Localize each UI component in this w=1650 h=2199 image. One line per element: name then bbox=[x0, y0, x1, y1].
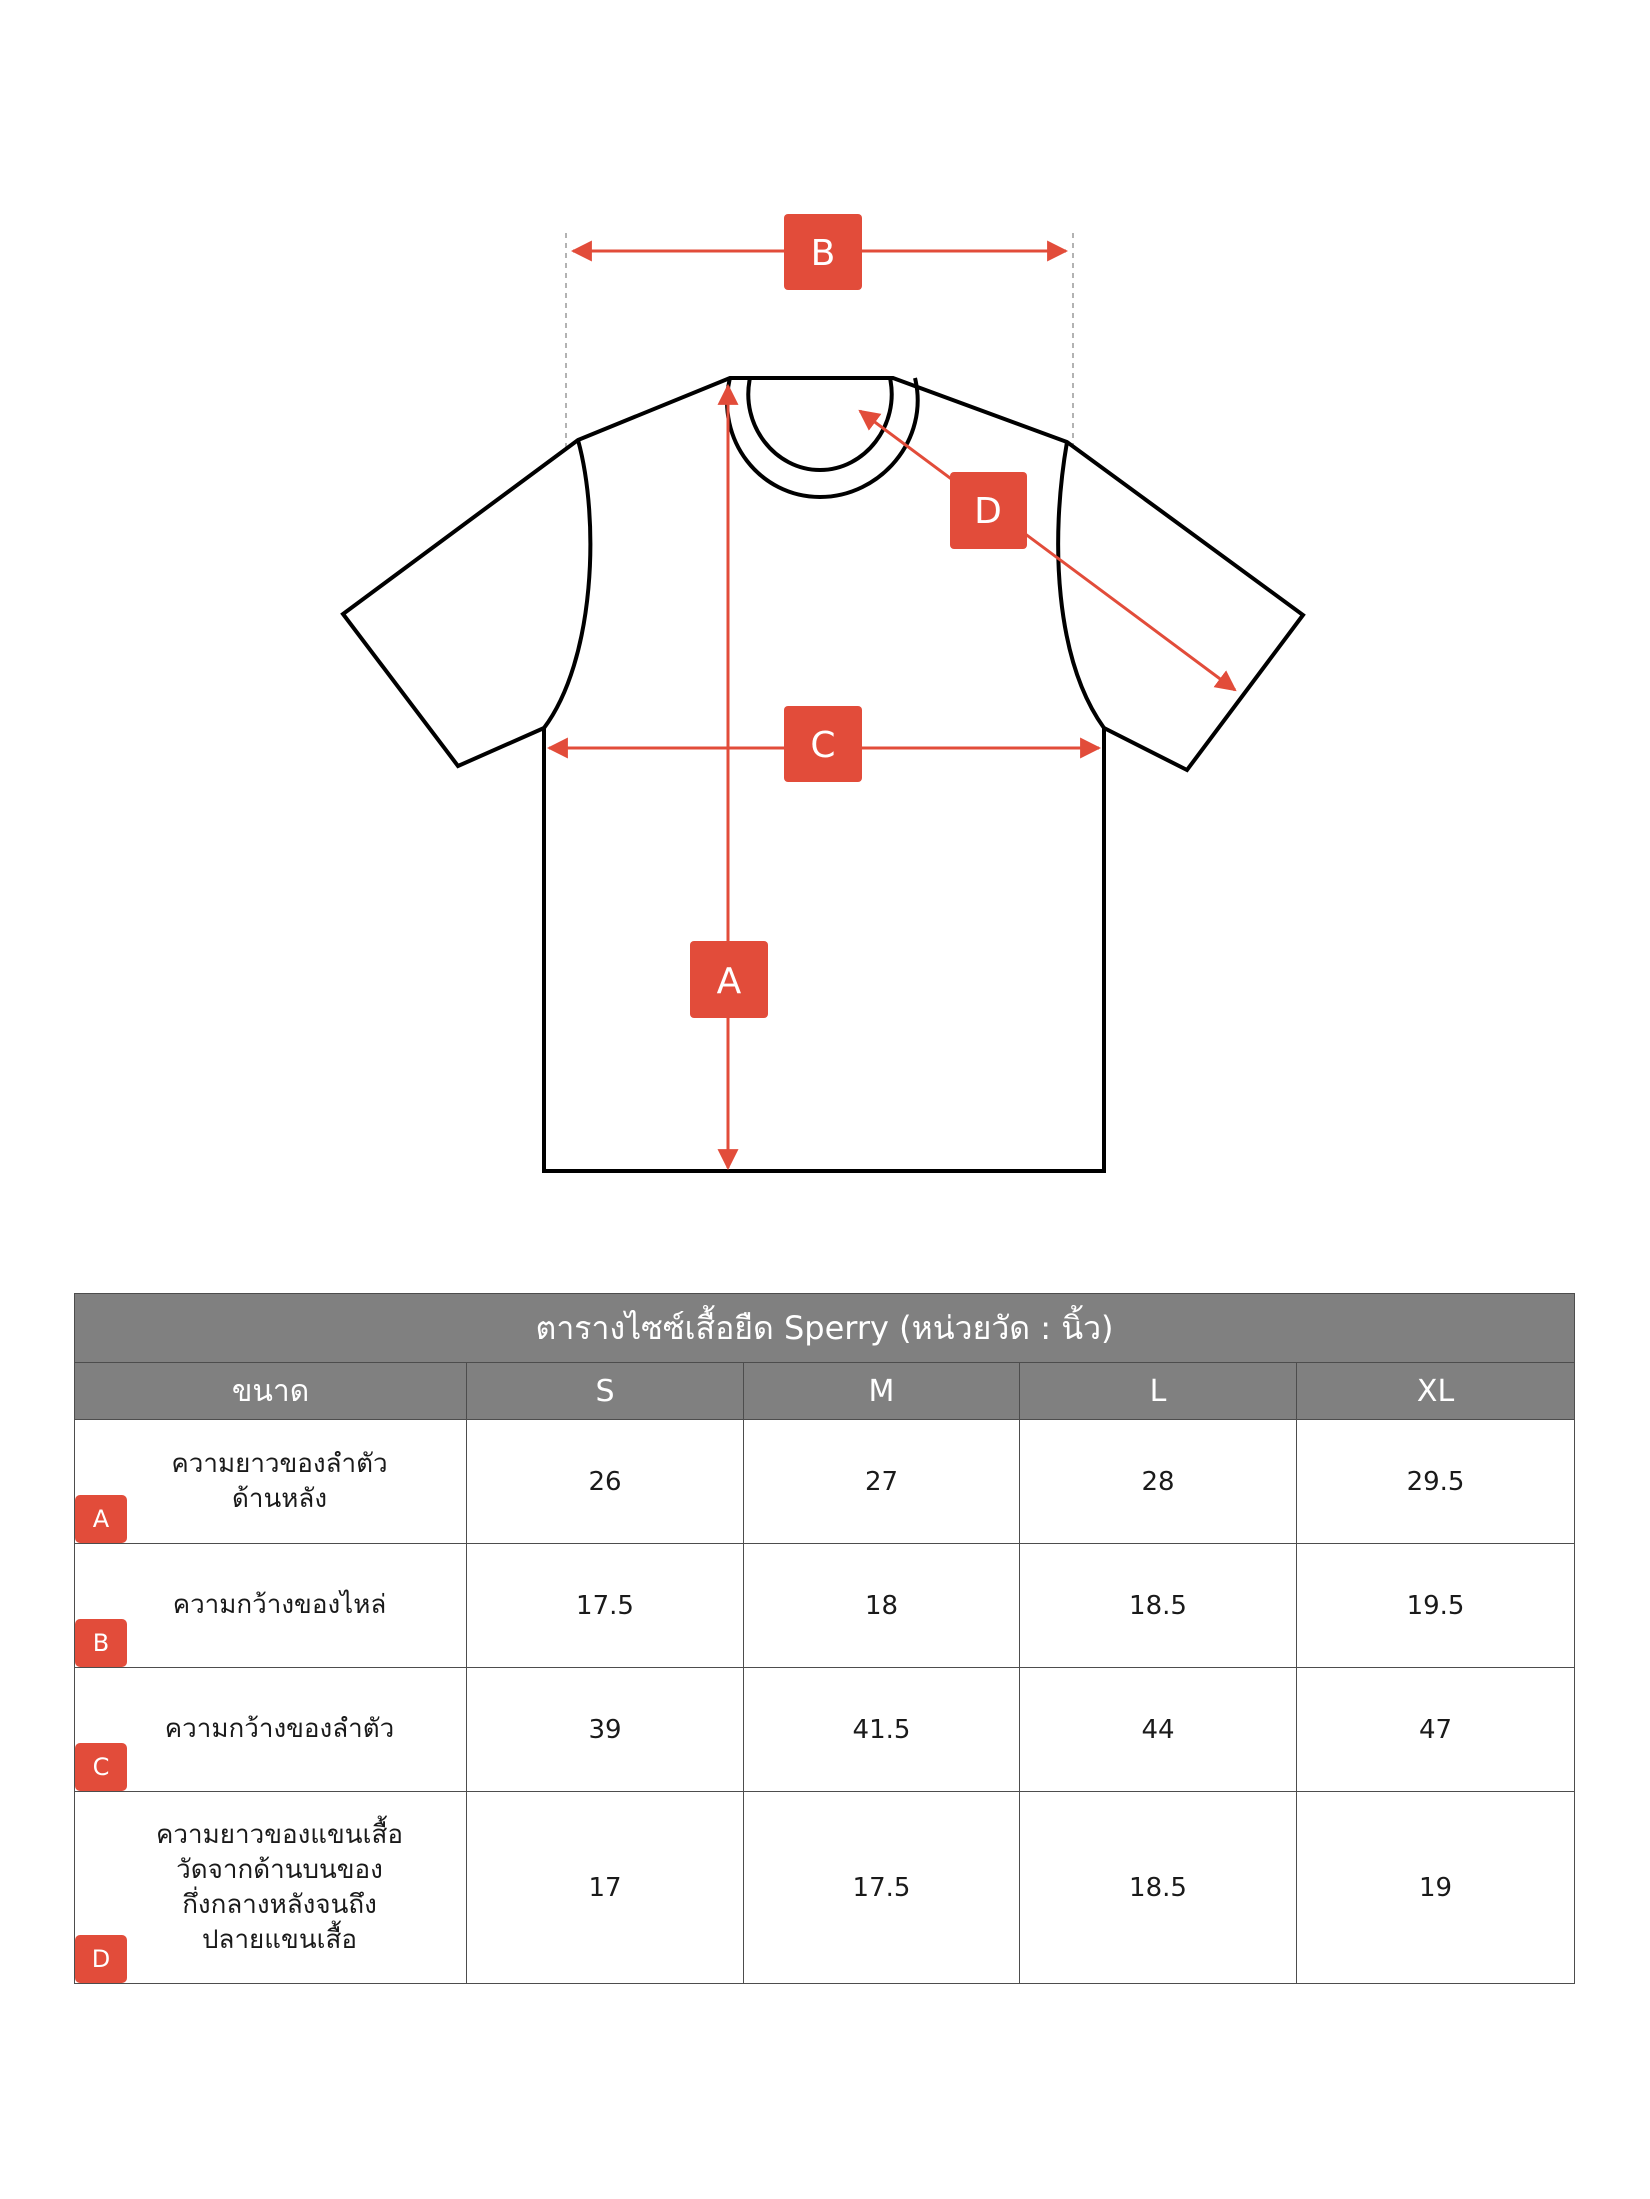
row-label-cell bbox=[75, 1420, 467, 1544]
table-row-b bbox=[75, 1544, 1575, 1668]
table-title-row bbox=[75, 1294, 1575, 1363]
row-label-line: ปลายแขนเสื้อ bbox=[202, 1924, 357, 1955]
row-label-line: วัดจากด้านบนของ bbox=[176, 1854, 383, 1885]
row-label-line: ความกว้างของไหล่ bbox=[172, 1590, 387, 1620]
row-label-line: ความยาวของแขนเสื้อ bbox=[156, 1819, 403, 1850]
table-cell: 17.5 bbox=[744, 1792, 1020, 1984]
row-badge-a: A bbox=[75, 1495, 127, 1543]
row-label-cell bbox=[75, 1668, 467, 1792]
table-title: ตารางไซซ์เสื้อยืด Sperry (หน่วยวัด : นิ้ว) bbox=[75, 1294, 1575, 1363]
svg-text:C: C bbox=[810, 725, 836, 766]
svg-text:B: B bbox=[810, 233, 836, 274]
size-chart-table bbox=[74, 1293, 1575, 1984]
marker-a bbox=[690, 941, 768, 1018]
table-cell: 28 bbox=[1020, 1420, 1297, 1544]
column-header-xl: XL bbox=[1297, 1363, 1575, 1420]
row-badge-c: C bbox=[75, 1743, 127, 1791]
table-cell: 17 bbox=[467, 1792, 744, 1984]
row-label-cell bbox=[75, 1544, 467, 1668]
row-label-line: ด้านหลัง bbox=[231, 1483, 328, 1514]
table-cell: 18.5 bbox=[1020, 1544, 1297, 1668]
table-cell: 29.5 bbox=[1297, 1420, 1575, 1544]
svg-text:A: A bbox=[716, 961, 742, 1002]
marker-b bbox=[784, 214, 862, 290]
table-cell: 26 bbox=[467, 1420, 744, 1544]
table-header-row bbox=[75, 1363, 1575, 1420]
column-header-size: ขนาด bbox=[75, 1363, 467, 1420]
row-label-line: ความกว้างของลำตัว bbox=[164, 1714, 395, 1744]
marker-d bbox=[950, 472, 1027, 549]
table-row-a bbox=[75, 1420, 1575, 1544]
table-row-c bbox=[75, 1668, 1575, 1792]
row-badge-b: B bbox=[75, 1619, 127, 1667]
table-cell: 17.5 bbox=[467, 1544, 744, 1668]
row-badge-d: D bbox=[75, 1935, 127, 1983]
table-cell: 19 bbox=[1297, 1792, 1575, 1984]
table-cell: 19.5 bbox=[1297, 1544, 1575, 1668]
column-header-m: M bbox=[744, 1363, 1020, 1420]
table-cell: 18.5 bbox=[1020, 1792, 1297, 1984]
table-cell: 44 bbox=[1020, 1668, 1297, 1792]
marker-c bbox=[784, 706, 862, 782]
table-cell: 18 bbox=[744, 1544, 1020, 1668]
svg-text:D: D bbox=[974, 491, 1002, 532]
column-header-l: L bbox=[1020, 1363, 1297, 1420]
row-label-line: กึ่งกลางหลังจนถึง bbox=[182, 1889, 377, 1920]
table-cell: 39 bbox=[467, 1668, 744, 1792]
table-cell: 41.5 bbox=[744, 1668, 1020, 1792]
table-cell: 47 bbox=[1297, 1668, 1575, 1792]
table-cell: 27 bbox=[744, 1420, 1020, 1544]
column-header-s: S bbox=[467, 1363, 744, 1420]
table-row-d bbox=[75, 1792, 1575, 1984]
row-label-cell bbox=[75, 1792, 467, 1984]
row-label-line: ความยาวของลำตัว bbox=[171, 1448, 388, 1479]
